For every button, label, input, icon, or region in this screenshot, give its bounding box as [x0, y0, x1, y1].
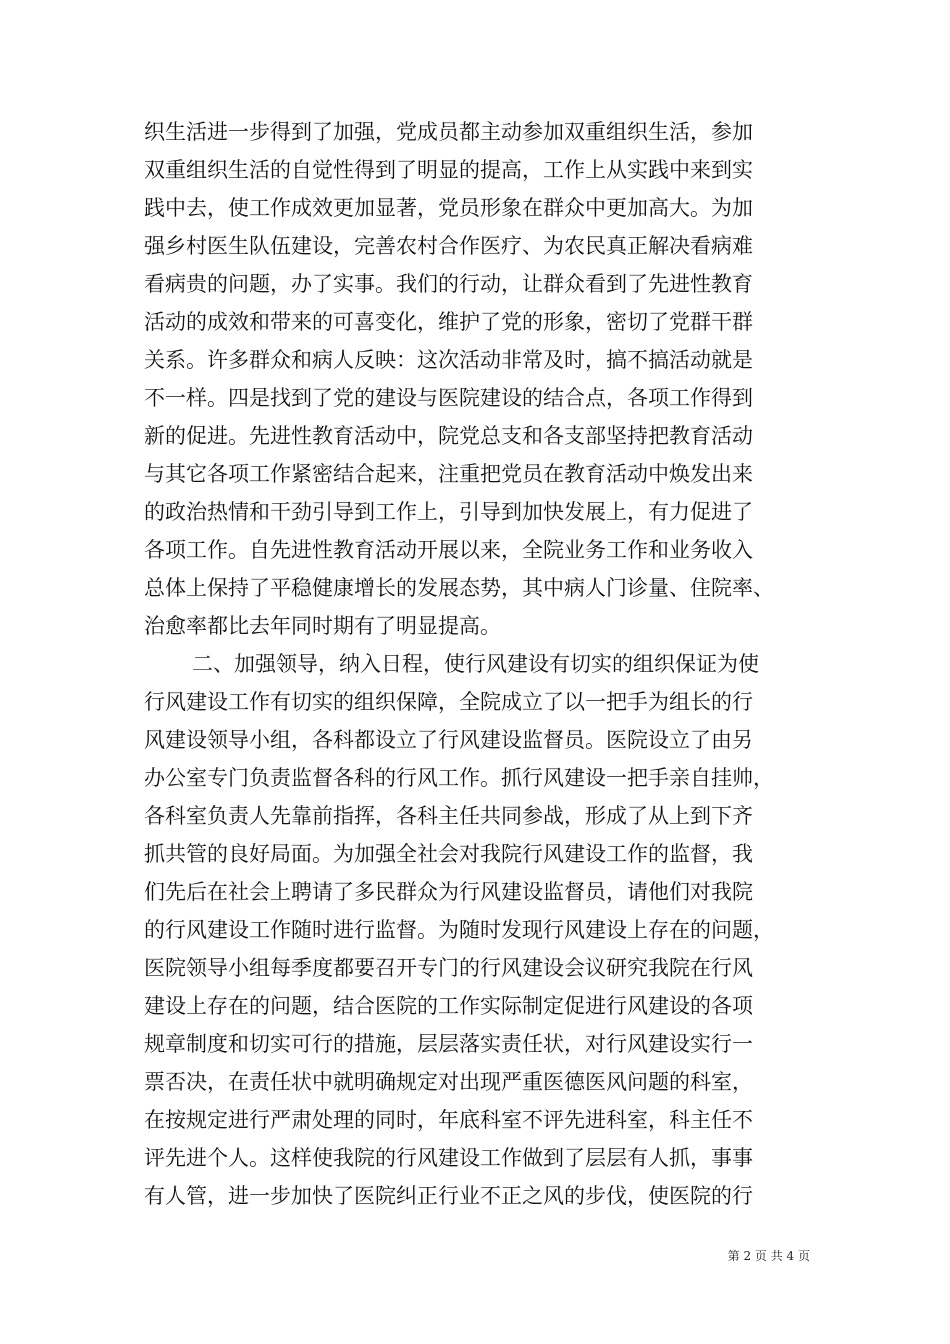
section-heading-line: 二、加强领导，纳入日程，使行风建设有切实的组织保证为使: [192, 652, 759, 676]
text-line: 各科室负责人先靠前指挥，各科主任共同参战，形成了从上到下齐: [144, 804, 753, 828]
text-line: 活动的成效和带来的可喜变化，维护了党的形象，密切了党群干群: [144, 310, 753, 334]
text-line: 践中去，使工作成效更加显著，党员形象在群众中更加高大。为加: [144, 196, 753, 220]
text-line: 评先进个人。这样使我院的行风建设工作做到了层层有人抓，事事: [144, 1146, 753, 1170]
text-line: 票否决，在责任状中就明确规定对出现严重医德医风问题的科室，: [144, 1070, 753, 1094]
text-line: 的行风建设工作随时进行监督。为随时发现行风建设上存在的问题，: [144, 918, 774, 942]
text-line: 与其它各项工作紧密结合起来，注重把党员在教育活动中焕发出来: [144, 462, 753, 486]
page-number-footer: 第 2 页 共 4 页: [727, 1249, 810, 1263]
text-line: 抓共管的良好局面。为加强全社会对我院行风建设工作的监督，我: [144, 842, 753, 866]
text-line: 的政治热情和干劲引导到工作上，引导到加快发展上，有力促进了: [144, 500, 753, 524]
text-line: 医院领导小组每季度都要召开专门的行风建设会议研究我院在行风: [144, 956, 753, 980]
body-text: [144, 113, 824, 1215]
text-line: 强乡村医生队伍建设，完善农村合作医疗、为农民真正解决看病难: [144, 234, 753, 258]
text-line: 规章制度和切实可行的措施，层层落实责任状，对行风建设实行一: [144, 1032, 753, 1056]
text-line: 双重组织生活的自觉性得到了明显的提高，工作上从实践中来到实: [144, 158, 753, 182]
text-line: 不一样。四是找到了党的建设与医院建设的结合点，各项工作得到: [144, 386, 753, 410]
text-line: 关系。许多群众和病人反映：这次活动非常及时，搞不搞活动就是: [144, 348, 753, 372]
text-line: 织生活进一步得到了加强，党成员都主动参加双重组织生活，参加: [144, 120, 753, 144]
text-line: 治愈率都比去年同时期有了明显提高。: [144, 614, 501, 638]
text-line: 各项工作。自先进性教育活动开展以来，全院业务工作和业务收入: [144, 538, 753, 562]
text-line: 建设上存在的问题，结合医院的工作实际制定促进行风建设的各项: [144, 994, 753, 1018]
text-line: 有人管，进一步加快了医院纠正行业不正之风的步伐，使医院的行: [144, 1184, 753, 1208]
text-line: 在按规定进行严肃处理的同时，年底科室不评先进科室，科主任不: [144, 1108, 753, 1132]
text-line: 风建设领导小组，各科都设立了行风建设监督员。医院设立了由另: [144, 728, 753, 752]
text-line: 行风建设工作有切实的组织保障，全院成立了以一把手为组长的行: [144, 690, 753, 714]
text-line: 看病贵的问题，办了实事。我们的行动，让群众看到了先进性教育: [144, 272, 753, 296]
text-line: 们先后在社会上聘请了多民群众为行风建设监督员，请他们对我院: [144, 880, 753, 904]
text-line: 办公室专门负责监督各科的行风工作。抓行风建设一把手亲自挂帅，: [144, 766, 774, 790]
text-line: 新的促进。先进性教育活动中，院党总支和各支部坚持把教育活动: [144, 424, 753, 448]
text-line: 总体上保持了平稳健康增长的发展态势，其中病人门诊量、住院率、: [144, 576, 774, 600]
